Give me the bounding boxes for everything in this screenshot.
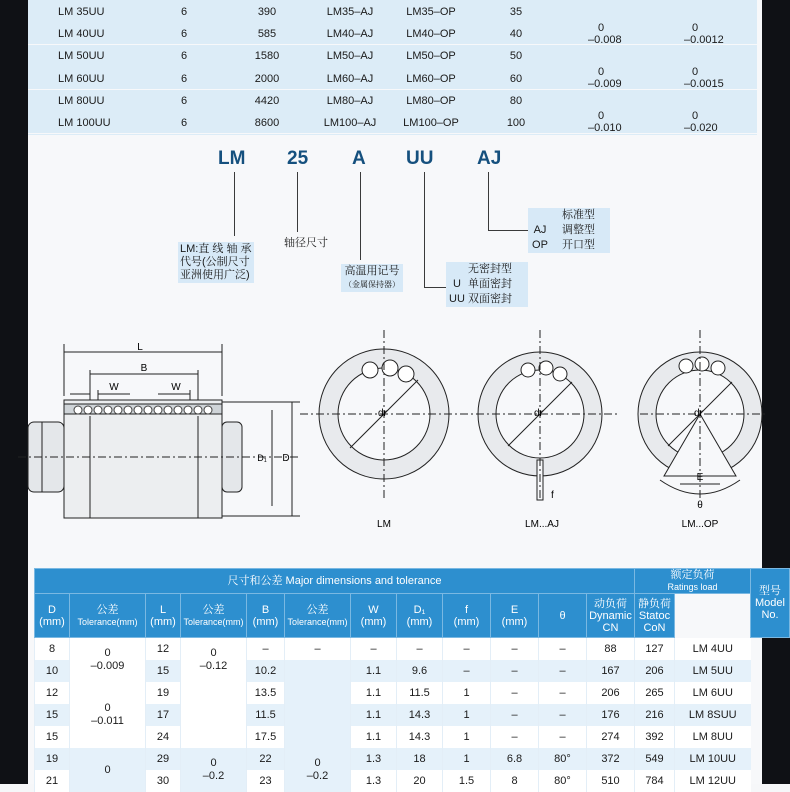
cell-w: 1.1: [351, 682, 397, 704]
cell-f: –: [443, 660, 491, 682]
cell-sta: 216: [635, 704, 675, 726]
top-cell-aj: LM40–AJ: [318, 28, 382, 40]
cell-b: –: [247, 638, 285, 661]
cell-e: –: [491, 638, 539, 661]
top-cell-model: LM 50UU: [58, 50, 128, 62]
type-table: [528, 208, 610, 253]
cell-b: 11.5: [247, 704, 285, 726]
cell-model: LM 8UU: [675, 726, 751, 748]
top-cell-aj: LM60–AJ: [318, 73, 382, 85]
top-cell-load: 390: [244, 6, 290, 18]
lm-note: [178, 242, 254, 283]
cell-w: 1.1: [351, 704, 397, 726]
caption-lm: LM: [377, 519, 391, 530]
cell-model: LM 6UU: [675, 682, 751, 704]
top-tol-a1: 0: [598, 22, 604, 34]
top-cell-w: 35: [496, 6, 536, 18]
top-cell-aj: LM100–AJ: [318, 117, 382, 129]
lm-note-line1: LM:直 线 轴 承: [180, 243, 252, 256]
top-cell-aj: LM35–AJ: [318, 6, 382, 18]
cell-d: 15: [35, 704, 70, 726]
lm-leader: [234, 172, 235, 236]
h-tol-b: 公差 Tolerance(mm): [285, 594, 351, 638]
cell-model: LM 5UU: [675, 660, 751, 682]
table-row: [35, 748, 790, 770]
bearing-drawings: [0, 330, 790, 540]
top-cell-op: LM50–OP: [396, 50, 466, 62]
tol-b-cell: 0 –0.2: [285, 748, 351, 792]
top-cell-model: LM 40UU: [58, 28, 128, 40]
type-row: AJ 调整型: [528, 223, 610, 238]
top-tol-a2: –0.010: [588, 122, 622, 134]
temp-note: [341, 264, 403, 292]
cell-l: 12: [146, 638, 181, 661]
table-title: 尺寸和公差 Major dimensions and tolerance: [35, 569, 635, 594]
table-row: [35, 726, 790, 748]
cell-e: –: [491, 660, 539, 682]
h-tol-d: 公差 Tolerance(mm): [70, 594, 146, 638]
table-row: [35, 638, 790, 661]
cell-d1: 14.3: [397, 704, 443, 726]
h-f: f (mm): [443, 594, 491, 638]
cell-w: 1.3: [351, 748, 397, 770]
tol-b-cell: –: [285, 638, 351, 661]
label-b: B: [141, 363, 148, 374]
label-f: f: [551, 490, 554, 501]
cell-dyn: 176: [587, 704, 635, 726]
cell-l: 17: [146, 704, 181, 726]
tol-d-cell: 0 –0.011: [70, 682, 146, 748]
cell-l: 19: [146, 682, 181, 704]
top-cell-load: 1580: [244, 50, 290, 62]
type-leader: [488, 172, 489, 230]
top-tol-b2: –0.0012: [684, 34, 724, 46]
top-cell-w: 40: [496, 28, 536, 40]
code-uu: UU: [406, 148, 433, 170]
top-tol-b2: –0.020: [684, 122, 718, 134]
label-l: L: [137, 342, 143, 353]
cell-f: –: [443, 638, 491, 661]
top-cell-load: 2000: [244, 73, 290, 85]
top-row-band: [28, 89, 757, 90]
seal-leader: [424, 172, 425, 287]
top-cell-w: 60: [496, 73, 536, 85]
tol-l-cell: 0 –0.12: [181, 638, 247, 683]
top-tol-b1: 0: [692, 66, 698, 78]
top-cell-op: LM40–OP: [396, 28, 466, 40]
model-header: 型号 Model No.: [751, 569, 790, 638]
cell-model: LM 12UU: [675, 770, 751, 792]
top-tol-b1: 0: [692, 22, 698, 34]
lm-note-line2: 代号(公制尺寸: [180, 256, 252, 269]
top-tol-b1: 0: [692, 110, 698, 122]
cell-b: 17.5: [247, 726, 285, 748]
cell-b: 10.2: [247, 660, 285, 682]
top-tol-a2: –0.009: [588, 78, 622, 90]
top-cell-model: LM 80UU: [58, 95, 128, 107]
lm-note-line3: 亚洲使用广泛): [180, 269, 252, 282]
type-row: 标准型: [528, 208, 610, 223]
label-dr-lm: dr: [378, 408, 388, 419]
cell-e: –: [491, 682, 539, 704]
code-aj: AJ: [477, 148, 501, 170]
cell-th: –: [539, 660, 587, 682]
label-w-left: W: [109, 382, 119, 393]
cell-w: 1.1: [351, 660, 397, 682]
top-tol-a2: –0.008: [588, 34, 622, 46]
cell-dyn: 88: [587, 638, 635, 661]
cell-model: LM 10UU: [675, 748, 751, 770]
cell-sta: 784: [635, 770, 675, 792]
h-d1: D₁ (mm): [397, 594, 443, 638]
label-dr-op: dr: [694, 408, 704, 419]
tol-d-cell: 0: [70, 748, 146, 792]
cell-dyn: 206: [587, 682, 635, 704]
code-lm: LM: [218, 148, 245, 170]
seal-row: UU 双面密封: [446, 292, 528, 307]
cell-dyn: 167: [587, 660, 635, 682]
cell-w: 1.1: [351, 726, 397, 748]
cell-sta: 265: [635, 682, 675, 704]
tol-l-cell: [181, 682, 247, 748]
h-dyn: 动负荷 Dynamic CN: [587, 594, 635, 638]
cell-th: –: [539, 726, 587, 748]
top-cell-w: 100: [496, 117, 536, 129]
top-spec-table: [28, 0, 757, 135]
cell-th: 80°: [539, 770, 587, 792]
seal-table: [446, 262, 528, 307]
cell-model: LM 8SUU: [675, 704, 751, 726]
seal-row: U 单面密封: [446, 277, 528, 292]
cell-d1: 11.5: [397, 682, 443, 704]
code-a: A: [352, 148, 366, 170]
code-25: 25: [287, 148, 308, 170]
top-cell-w: 50: [496, 50, 536, 62]
dia-note: 轴径尺寸: [284, 237, 328, 250]
cell-d1: 20: [397, 770, 443, 792]
cell-w: –: [351, 638, 397, 661]
top-tol-a1: 0: [598, 66, 604, 78]
cell-d: 19: [35, 748, 70, 770]
cell-f: 1.5: [443, 770, 491, 792]
top-cell-model: LM 100UU: [58, 117, 128, 129]
table-row: [35, 682, 790, 704]
top-cell-model: LM 60UU: [58, 73, 128, 85]
top-cell-load: 8600: [244, 117, 290, 129]
label-d1: D₁: [257, 453, 267, 463]
cell-d: 12: [35, 682, 70, 704]
top-cell-d: 6: [172, 95, 196, 107]
temp-leader: [360, 172, 361, 260]
label-d: D: [282, 453, 289, 464]
cell-d1: 14.3: [397, 726, 443, 748]
type-row: OP 开口型: [528, 238, 610, 253]
ratings-header: 额定负荷 Ratings load: [635, 569, 751, 594]
top-cell-op: LM80–OP: [396, 95, 466, 107]
cell-d1: 18: [397, 748, 443, 770]
table-row: [35, 660, 790, 682]
cell-sta: 392: [635, 726, 675, 748]
h-d: D (mm): [35, 594, 70, 638]
temp-note-sub: （金属保持器）: [344, 278, 400, 291]
cell-dyn: 274: [587, 726, 635, 748]
temp-note-main: 高温用记号: [344, 265, 400, 278]
seal-leader-h: [424, 287, 446, 288]
caption-op: LM...OP: [682, 519, 719, 530]
cell-f: 1: [443, 682, 491, 704]
cell-d1: –: [397, 638, 443, 661]
caption-aj: LM...AJ: [525, 519, 559, 530]
cell-d: 15: [35, 726, 70, 748]
h-theta: θ: [539, 594, 587, 638]
dimensions-table: [34, 568, 790, 792]
top-cell-load: 4420: [244, 95, 290, 107]
cell-d: 10: [35, 660, 70, 682]
cell-sta: 549: [635, 748, 675, 770]
top-cell-d: 6: [172, 117, 196, 129]
top-cell-op: LM100–OP: [396, 117, 466, 129]
cell-th: –: [539, 704, 587, 726]
h-l: L (mm): [146, 594, 181, 638]
top-cell-d: 6: [172, 73, 196, 85]
cell-b: 22: [247, 748, 285, 770]
cell-f: 1: [443, 704, 491, 726]
tol-d-cell: 0 –0.009: [70, 638, 146, 683]
cell-dyn: 510: [587, 770, 635, 792]
cell-l: 29: [146, 748, 181, 770]
label-w-right: W: [171, 382, 181, 393]
tol-b-cell: [285, 660, 351, 748]
top-cell-d: 6: [172, 28, 196, 40]
h-sta: 静负荷 Statoc CoN: [635, 594, 675, 638]
cell-w: 1.3: [351, 770, 397, 792]
cell-sta: 127: [635, 638, 675, 661]
cell-l: 24: [146, 726, 181, 748]
cell-e: –: [491, 704, 539, 726]
cell-dyn: 372: [587, 748, 635, 770]
cell-b: 23: [247, 770, 285, 792]
table-row: [35, 704, 790, 726]
top-cell-model: LM 35UU: [58, 6, 128, 18]
cell-th: –: [539, 638, 587, 661]
top-row-band: [28, 133, 757, 134]
h-b: B (mm): [247, 594, 285, 638]
top-tol-a1: 0: [598, 110, 604, 122]
tol-l-cell: 0 –0.2: [181, 748, 247, 792]
side-view: [18, 344, 300, 518]
cell-e: 8: [491, 770, 539, 792]
cell-l: 15: [146, 660, 181, 682]
top-cell-aj: LM80–AJ: [318, 95, 382, 107]
cell-l: 30: [146, 770, 181, 792]
top-cell-d: 6: [172, 6, 196, 18]
dia-leader: [297, 172, 298, 232]
label-theta: θ: [697, 500, 703, 511]
h-w: W (mm): [351, 594, 397, 638]
top-cell-load: 585: [244, 28, 290, 40]
table-row: [35, 770, 790, 792]
cell-th: 80°: [539, 748, 587, 770]
cell-model: LM 4UU: [675, 638, 751, 661]
top-cell-aj: LM50–AJ: [318, 50, 382, 62]
cell-d: 21: [35, 770, 70, 792]
type-leader-h: [488, 230, 528, 231]
top-row-band: [28, 44, 757, 45]
cell-d: 8: [35, 638, 70, 661]
top-cell-w: 80: [496, 95, 536, 107]
top-cell-d: 6: [172, 50, 196, 62]
dimensions-table-body: [35, 638, 790, 792]
h-tol-l: 公差 Tolerance(mm): [181, 594, 247, 638]
cell-e: 6.8: [491, 748, 539, 770]
cell-b: 13.5: [247, 682, 285, 704]
cell-d1: 9.6: [397, 660, 443, 682]
cell-sta: 206: [635, 660, 675, 682]
cell-f: 1: [443, 726, 491, 748]
top-cell-op: LM35–OP: [396, 6, 466, 18]
seal-row: 无密封型: [446, 262, 528, 277]
cell-f: 1: [443, 748, 491, 770]
top-tol-b2: –0.0015: [684, 78, 724, 90]
label-dr-aj: dr: [534, 408, 544, 419]
h-e: E (mm): [491, 594, 539, 638]
cell-e: –: [491, 726, 539, 748]
top-cell-op: LM60–OP: [396, 73, 466, 85]
label-e: E: [697, 472, 704, 483]
cell-th: –: [539, 682, 587, 704]
